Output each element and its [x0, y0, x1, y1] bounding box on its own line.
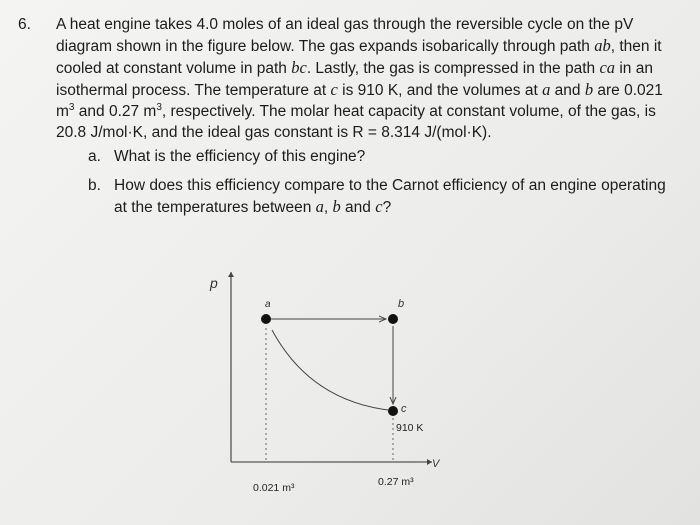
statement-line: cooled at constant volume in path bc. Lastly, the gas is compressed in the path ca in an [56, 58, 653, 77]
part-b-question-line-2: at the temperatures between a, b and c? [114, 197, 392, 216]
statement-line: isothermal process. The temperature at c is 910 K, and the volumes at a and b are 0.021 [56, 80, 663, 99]
point-a-label: a [265, 299, 271, 310]
path-ca-curve [272, 330, 388, 410]
point-c-temperature: 910 K [396, 422, 424, 434]
statement-line: diagram shown in the figure below. The gas expands isobarically through path ab, then it [56, 36, 662, 55]
pressure-axis-label: p [210, 275, 218, 291]
part-b-question-line-1: How does this efficiency compare to the Carnot efficiency of an engine operating [114, 177, 666, 194]
volume-b-label: 0.27 m³ [378, 476, 414, 488]
volume-a-label: 0.021 m³ [253, 482, 295, 494]
problem-number: 6. [18, 16, 31, 33]
volume-axis-label: V [432, 458, 440, 470]
statement-line: $m^3$ and 0.27 $m^3$, respectively. The molar heat capacity at constant volume, of the gas, is [56, 101, 656, 120]
statement-line: 20.8 J/mol·K, and the ideal gas constant is R = 8.314 J/(mol·K). [56, 124, 492, 141]
point-b-label: b [398, 298, 405, 310]
part-a-label: a. [88, 148, 101, 165]
point-c-marker [388, 406, 398, 416]
point-c-label: c [401, 403, 407, 415]
statement-line: A heat engine takes 4.0 moles of an ideal gas through the reversible cycle on the pV [56, 16, 634, 33]
part-b-label: b. [88, 177, 101, 194]
part-a-question: What is the efficiency of this engine? [114, 148, 366, 165]
point-b-marker [388, 314, 398, 324]
point-a-marker [261, 314, 271, 324]
